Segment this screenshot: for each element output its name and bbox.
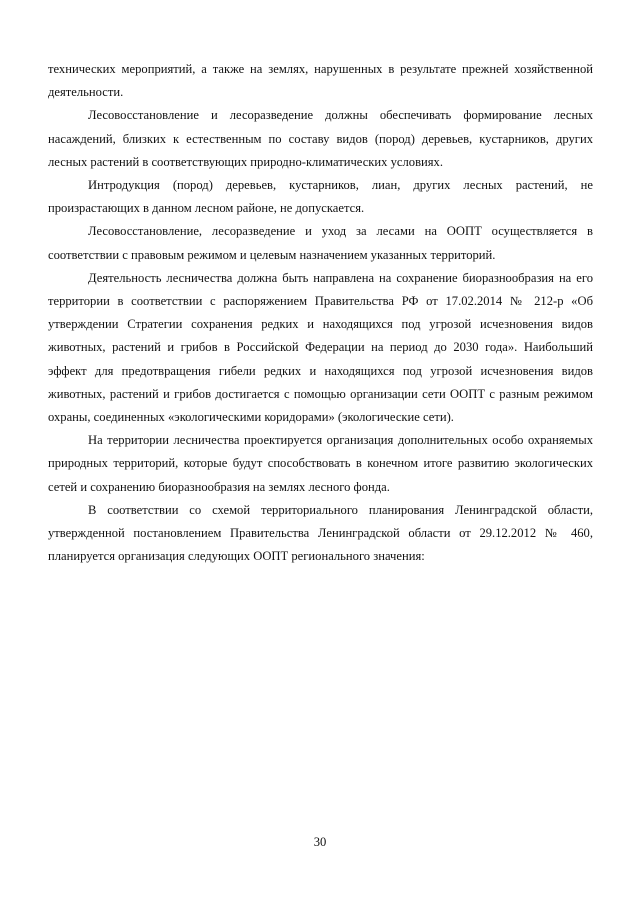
paragraph-continuation: технических мероприятий, а также на землях, нарушенных в результате прежней хозяйственной деятельности. bbox=[48, 62, 593, 100]
paragraph-reforestation: Лесовосстановление и лесоразведение должны обеспечивать формирование лесных насаждений, близких к естественным по составу видов (пород) деревьев, кустарников, других лесных растений в соответствующих природно-климатических условиях. bbox=[48, 108, 593, 169]
paragraph-biodiversity: Деятельность лесничества должна быть направлена на сохранение биоразнообразия на его территории в соответствии с распоряжением Правительства РФ от 17.02.2014 № 212-р «Об утверждении Стратегии сохранения редких и находящихся под угрозой исчезновения видов животных, растений и грибов в Российской Федерации на период до 2030 года». Наибольший эффект для предотвращения гибели редких и находящихся под угрозой исчезновения видов животных, растений и грибов достигается с помощью организации сети ООПТ с разным режимом охраны, соединенных «экологическими коридорами» (экологические сети). bbox=[48, 270, 593, 425]
body-text bbox=[48, 58, 593, 568]
paragraph-oopt-care: Лесовосстановление, лесоразведение и уход за лесами на ООПТ осуществляется в соответствии с правовым режимом и целевым назначением указанных территорий. bbox=[48, 224, 593, 262]
paragraph-introduction: Интродукция (пород) деревьев, кустарников, лиан, других лесных растений, не произрастающих в данном лесном районе, не допускается. bbox=[48, 178, 593, 216]
page-number: 30 bbox=[313, 835, 327, 849]
paragraph-new-territories: На территории лесничества проектируется организация дополнительных особо охраняемых природных территорий, которые будут способствовать в конечном итоге развитию экологических сетей и сохранению биоразнообразия на землях лесного фонда. bbox=[48, 433, 593, 494]
paragraph-regional-plan: В соответствии со схемой территориального планирования Ленинградской области, утвержденной постановлением Правительства Ленинградской области от 29.12.2012 № 460, планируется организация следующих ООПТ регионального значения: bbox=[48, 502, 593, 564]
